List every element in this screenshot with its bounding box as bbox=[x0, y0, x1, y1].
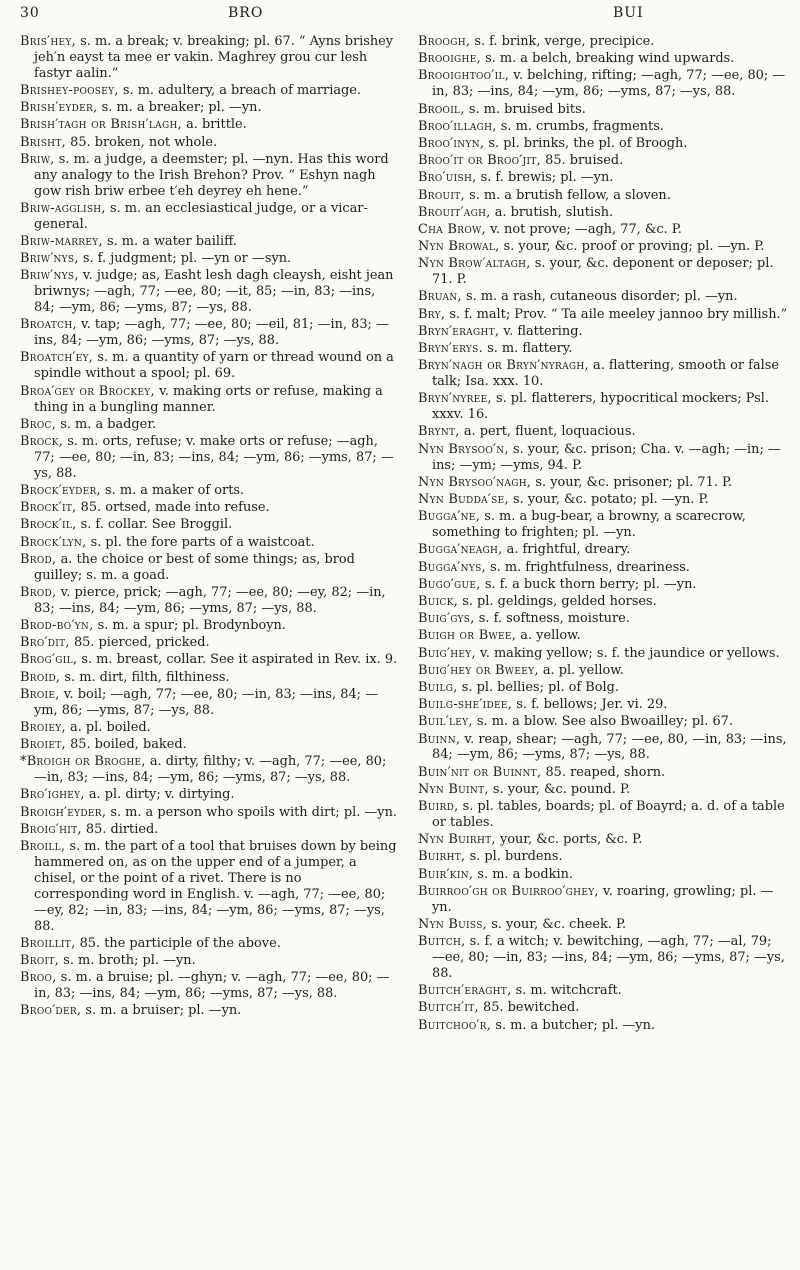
definition: v. reap, shear; —agh, 77; —ee, 80, —in, 83; —ins, 84; —ym, 86; —yms, 87; —ys, 88. bbox=[432, 731, 787, 763]
dictionary-entry bbox=[20, 953, 398, 969]
dictionary-entry bbox=[418, 358, 788, 390]
dictionary-entry bbox=[418, 697, 788, 713]
left-guide-word: BRO bbox=[228, 5, 264, 21]
headword: Brooighe, bbox=[418, 51, 481, 67]
headword: Brouit′agh, bbox=[418, 204, 491, 220]
dictionary-entry bbox=[418, 307, 788, 323]
definition: s. your, &c. deponent or deposer; pl. 71. P. bbox=[432, 256, 774, 288]
headword: Broo′it or Broo′jit, bbox=[418, 153, 542, 169]
headword: Brod, bbox=[20, 551, 57, 567]
definition: s. your, &c. potato; pl. —yn. P. bbox=[512, 492, 709, 507]
dictionary-entry bbox=[418, 170, 788, 186]
headword: Brock′eyder, bbox=[20, 482, 101, 498]
headword: Buil′ley, bbox=[418, 714, 473, 730]
headword: Brock′lyn, bbox=[20, 534, 87, 550]
dictionary-entry bbox=[418, 884, 788, 916]
definition: s. f. malt; Prov. “ Ta aile meeley jannoo bry millish.” bbox=[449, 306, 788, 322]
headword: Broillit, bbox=[20, 935, 76, 951]
dictionary-entry bbox=[418, 867, 788, 883]
dictionary-entry bbox=[20, 517, 398, 533]
dictionary-entry bbox=[418, 256, 788, 288]
dictionary-entry bbox=[418, 663, 788, 679]
headword: Cha Brow, bbox=[418, 221, 486, 237]
headword: Buitch′it, bbox=[418, 1000, 479, 1016]
dictionary-entry bbox=[418, 51, 788, 67]
dictionary-entry bbox=[418, 983, 788, 999]
definition: s. m. broth; pl. —yn. bbox=[63, 952, 196, 968]
dictionary-entry bbox=[418, 34, 788, 50]
definition: a. brittle. bbox=[186, 117, 247, 133]
dictionary-entry bbox=[20, 117, 398, 133]
definition: s. f. softness, moisture. bbox=[478, 611, 630, 627]
headword: Broigh′eyder, bbox=[20, 804, 107, 820]
headword: Buick, bbox=[418, 593, 459, 609]
definition: s. pl. bellies; pl. of Bolg. bbox=[461, 679, 620, 695]
dictionary-entry bbox=[20, 34, 398, 82]
definition: v. roaring, growling; pl. —yn. bbox=[432, 883, 774, 915]
definition: a. brutish, slutish. bbox=[494, 204, 614, 220]
definition: s. m. dirt, filth, filthiness. bbox=[64, 669, 230, 685]
headword: Bryn′erys. bbox=[418, 341, 483, 357]
dictionary-entry bbox=[20, 251, 398, 267]
dictionary-entry bbox=[418, 119, 788, 135]
dictionary-entry bbox=[418, 646, 788, 662]
definition: s. m. a spur; pl. Brodynboyn. bbox=[97, 617, 286, 633]
dictionary-entry bbox=[20, 135, 398, 151]
dictionary-entry bbox=[20, 585, 398, 617]
headword: Buitchoo′r, bbox=[418, 1017, 492, 1033]
dictionary-entry bbox=[20, 434, 398, 482]
dictionary-entry bbox=[20, 100, 398, 116]
headword: Broatch, bbox=[20, 317, 77, 333]
headword: Broie, bbox=[20, 686, 60, 702]
definition: v. pierce, prick; —agh, 77; —ee, 80; —ey, 82; —in, 83; —ins, 84; —ym, 86; —yms, 87; —ys, 88. bbox=[34, 584, 386, 616]
headword: Brock′il, bbox=[20, 517, 77, 533]
left-column bbox=[20, 34, 398, 1020]
definition: s. pl. geldings, gelded horses. bbox=[462, 593, 657, 609]
definition: s. m. a bodkin. bbox=[477, 866, 574, 882]
headword: Broo′inyn, bbox=[418, 135, 485, 151]
dictionary-entry bbox=[418, 324, 788, 340]
definition: 85. pierced, pricked. bbox=[73, 635, 210, 651]
headword: Bry, bbox=[418, 306, 446, 322]
dictionary-entry bbox=[418, 1018, 788, 1034]
dictionary-entry bbox=[20, 737, 398, 753]
headword: Broogh, bbox=[418, 34, 471, 49]
headword: Nyn Buirht, bbox=[418, 832, 496, 848]
definition: s. m. a bug-bear, a browny, a scarecrow, something to frighten; pl. —yn. bbox=[432, 509, 746, 541]
definition: 85. reaped, shorn. bbox=[545, 764, 666, 780]
dictionary-entry bbox=[418, 542, 788, 558]
definition: v. flattering. bbox=[503, 323, 583, 339]
dictionary-entry bbox=[418, 239, 788, 255]
dictionary-entry bbox=[20, 483, 398, 499]
definition: s. m. a break; v. breaking; pl. 67. “ Ayns brishey jeh′n eayst ta mee er vakin. Maghrey grou cur lesh fastyr aalin.” bbox=[34, 34, 394, 81]
definition: s. your, &c. proof or proving; pl. —yn. P. bbox=[503, 239, 765, 255]
dictionary-entry bbox=[20, 618, 398, 634]
headword: Bryn′eraght, bbox=[418, 323, 500, 339]
dictionary-entry bbox=[418, 205, 788, 221]
definition: s. m. a judge, a deemster; pl. —nyn. Has this word any analogy to the Irish Brehon? Prov. “ Eshyn nagh gow rish briw erbee t′eh deyrey eh hene.” bbox=[34, 151, 389, 199]
definition: s. f. brewis; pl. —yn. bbox=[480, 170, 614, 186]
headword: Buig′gys, bbox=[418, 611, 475, 627]
dictionary-entry bbox=[418, 222, 788, 238]
definition: s. m. a badger. bbox=[60, 416, 157, 432]
dictionary-entry bbox=[418, 341, 788, 357]
dictionary-entry bbox=[20, 201, 398, 233]
dictionary-entry bbox=[418, 611, 788, 627]
dictionary-entry bbox=[418, 765, 788, 781]
headword: Brish′eyder, bbox=[20, 100, 98, 116]
definition: s. pl. brinks, the pl. of Broogh. bbox=[488, 135, 688, 151]
headword: Broatch′ey, bbox=[20, 350, 94, 366]
headword: Brod-bo′yn, bbox=[20, 617, 94, 633]
dictionary-entry bbox=[20, 417, 398, 433]
dictionary-entry bbox=[20, 652, 398, 668]
dictionary-entry bbox=[20, 670, 398, 686]
headword: Brooil, bbox=[418, 101, 465, 117]
headword: Bryn′nagh or Bryn′nyragh, bbox=[418, 358, 589, 374]
headword: Bris′hey, bbox=[20, 34, 77, 49]
headword: Broo′illagh, bbox=[418, 118, 497, 134]
definition: 85. bewitched. bbox=[483, 1000, 580, 1016]
headword: Brog′gil, bbox=[20, 652, 78, 668]
dictionary-entry bbox=[418, 832, 788, 848]
definition: s. m. crumbs, fragments. bbox=[500, 118, 664, 134]
definition: v. not prove; —agh, 77, &c. P. bbox=[490, 221, 682, 237]
dictionary-entry bbox=[418, 849, 788, 865]
headword: Buinn, bbox=[418, 731, 461, 747]
definition: v. belching, rifting; —agh, 77; —ee, 80; —in, 83; —ins, 84; —ym, 86; —yms, 87; —ys, 88. bbox=[432, 68, 786, 100]
dictionary-entry bbox=[418, 153, 788, 169]
definition: s. pl. tables, boards; pl. of Boayrd; a. d. of a table or tables. bbox=[432, 799, 785, 830]
definition: a. frightful, dreary. bbox=[506, 542, 631, 558]
dictionary-entry bbox=[418, 492, 788, 508]
headword: Brock′it, bbox=[20, 500, 77, 516]
dictionary-entry bbox=[20, 970, 398, 1002]
dictionary-entry bbox=[20, 805, 398, 821]
headword: Briw′nys, bbox=[20, 251, 79, 267]
dictionary-entry bbox=[20, 720, 398, 736]
headword: Brish′tagh or Brish′lagh, bbox=[20, 117, 183, 133]
definition: a. pl. yellow. bbox=[542, 662, 624, 678]
running-header bbox=[0, 5, 800, 27]
headword: Buigh or Bwee, bbox=[418, 628, 517, 644]
definition: s. f. a witch; v. bewitching, —agh, 77; —al, 79; —ee, 80; —in, 83; —ins, 84; —ym, 86; —yms, 87; —ys, 88. bbox=[432, 934, 785, 981]
definition: s. m. witchcraft. bbox=[515, 983, 622, 999]
dictionary-entry bbox=[20, 83, 398, 99]
definition: 85. bruised. bbox=[545, 153, 624, 169]
definition: a. pl. boiled. bbox=[70, 719, 151, 735]
definition: s. f. judgment; pl. —yn or —syn. bbox=[82, 251, 292, 267]
headword: Broig′hit, bbox=[20, 821, 82, 837]
headword: Brishey-poosey, bbox=[20, 83, 119, 99]
dictionary-entry bbox=[20, 535, 398, 551]
definition: a. dirty, filthy; v. —agh, 77; —ee, 80; —in, 83; —ins, 84; —ym, 86; —yms, 87; —ys, 88. bbox=[34, 754, 387, 786]
dictionary-entry bbox=[20, 268, 398, 316]
headword: Builg, bbox=[418, 679, 458, 695]
dictionary-entry bbox=[418, 102, 788, 118]
definition: s. m. a water bailiff. bbox=[107, 233, 237, 249]
headword: Bugga′neagh, bbox=[418, 542, 503, 558]
headword: Bugga′ne, bbox=[418, 509, 481, 525]
dictionary-entry bbox=[20, 635, 398, 651]
dictionary-entry bbox=[418, 594, 788, 610]
headword: Nyn Brow′altagh, bbox=[418, 256, 531, 272]
definition: 85. the participle of the above. bbox=[79, 935, 281, 951]
definition: s. m. frightfulness, dreariness. bbox=[490, 559, 690, 575]
definition: a. pl. dirty; v. dirtying. bbox=[88, 787, 235, 803]
definition: s. m. the part of a tool that bruises down by being hammered on, as on the upper end of a jumper, a chisel, or the point of a rivet. There is no corresponding word in English. v. —agh, 77; —ee, 80; —ey, 82; —in, 83; —ins, 84; —ym, 86; —yms, 87; —ys, 88. bbox=[34, 839, 397, 934]
dictionary-entry bbox=[418, 628, 788, 644]
definition: s. m. breast, collar. See it aspirated in Rev. ix. 9. bbox=[81, 652, 398, 668]
dictionary-entry bbox=[418, 442, 788, 474]
definition: s. m. a person who spoils with dirt; pl. —yn. bbox=[110, 804, 397, 820]
definition: a. flattering, smooth or false talk; Isa. xxx. 10. bbox=[432, 358, 780, 390]
headword: Bruan, bbox=[418, 289, 462, 305]
headword: Buitch, bbox=[418, 934, 466, 950]
dictionary-entry bbox=[20, 787, 398, 803]
definition: s. m. an ecclesiastical judge, or a vicar-general. bbox=[34, 200, 368, 232]
headword: Nyn Browal, bbox=[418, 239, 500, 255]
definition: s. f. a buck thorn berry; pl. —yn. bbox=[484, 576, 697, 592]
dictionary-entry bbox=[418, 424, 788, 440]
headword: Builg-she′idee, bbox=[418, 697, 513, 713]
definition: s. m. a belch, breaking wind upwards. bbox=[485, 51, 735, 67]
dictionary-entry bbox=[20, 552, 398, 584]
definition: s. your, &c. prison; Cha. v. —agh; —in; —ins; —ym; —yms, 94. P. bbox=[432, 441, 781, 473]
headword: Nyn Buint, bbox=[418, 781, 489, 797]
headword: Broo, bbox=[20, 970, 57, 986]
definition: v. tap; —agh, 77; —ee, 80; —eil, 81; —in, 83; —ins, 84; —ym, 86; —yms, 87; —ys, 88. bbox=[34, 317, 389, 349]
headword: Nyn Brysoo′n, bbox=[418, 441, 509, 457]
definition: s. m. flattery. bbox=[487, 341, 573, 357]
headword: Bryn′nyree, bbox=[418, 391, 492, 407]
headword: Broiey, bbox=[20, 719, 66, 735]
definition: s. your, &c. pound. P. bbox=[492, 781, 631, 797]
headword: Brooightoo′il, bbox=[418, 68, 510, 84]
headword: Brouit, bbox=[418, 187, 465, 203]
headword: Briw, bbox=[20, 151, 55, 167]
definition: s. m. a bruise; pl. —ghyn; v. —agh, 77; —ee, 80; —in, 83; —ins, 84; —ym, 86; —yms, 87; —ys, 88. bbox=[34, 970, 390, 1002]
headword: Brock, bbox=[20, 433, 64, 449]
dictionary-entry bbox=[20, 384, 398, 416]
definition: 85. broken, not whole. bbox=[70, 134, 218, 150]
definition: s. m. a blow. See also Bwoailley; pl. 67. bbox=[476, 714, 733, 730]
definition: s. m. bruised bits. bbox=[468, 101, 586, 117]
definition: s. m. orts, refuse; v. make orts or refuse; —agh, 77; —ee, 80; —in, 83; —ins, 84; —ym, 86; —yms, 87; —ys, 88. bbox=[34, 433, 394, 481]
definition: v. judge; as, Easht lesh dagh cleaysh, eisht jean briwnys; —agh, 77; —ee, 80; —it, 85; —in, 83; —ins, 84; —ym, 86; —yms, 87; —ys, 88. bbox=[34, 268, 394, 316]
definition: 85. dirtied. bbox=[85, 821, 159, 837]
headword: Bro′dit, bbox=[20, 635, 70, 651]
headword: Nyn Brysoo′nagh, bbox=[418, 474, 532, 490]
headword: Bro′ighey, bbox=[20, 787, 85, 803]
right-column bbox=[418, 34, 788, 1035]
definition: s. pl. the fore parts of a waistcoat. bbox=[90, 534, 315, 550]
headword: Brisht, bbox=[20, 134, 67, 150]
headword: Nyn Buiss, bbox=[418, 916, 488, 932]
dictionary-entry bbox=[418, 475, 788, 491]
dictionary-entry bbox=[20, 839, 398, 934]
headword: Buird, bbox=[418, 799, 459, 815]
dictionary-entry bbox=[20, 317, 398, 349]
headword: Buirht, bbox=[418, 849, 466, 865]
headword: Broa′gey or Brockey, bbox=[20, 383, 155, 399]
headword: Broo′der, bbox=[20, 1003, 82, 1019]
dictionary-entry bbox=[418, 714, 788, 730]
headword: Broiet, bbox=[20, 737, 66, 753]
definition: s. f. collar. See Broggil. bbox=[80, 517, 233, 533]
dictionary-entry bbox=[418, 509, 788, 541]
dictionary-entry bbox=[20, 754, 398, 786]
headword: Brynt, bbox=[418, 424, 460, 440]
definition: s. f. bellows; Jer. vi. 29. bbox=[516, 697, 668, 713]
dictionary-entry bbox=[418, 188, 788, 204]
dictionary-entry bbox=[418, 1000, 788, 1016]
definition: s. m. a bruiser; pl. —yn. bbox=[85, 1003, 242, 1019]
headword: Broill, bbox=[20, 839, 66, 854]
headword: Broit, bbox=[20, 952, 60, 968]
dictionary-entry bbox=[418, 391, 788, 423]
headword: Buig′hey, bbox=[418, 645, 476, 661]
dictionary-entry bbox=[20, 234, 398, 250]
headword: Broid, bbox=[20, 669, 61, 685]
dictionary-entry bbox=[418, 68, 788, 100]
dictionary-entry bbox=[20, 822, 398, 838]
dictionary-entry bbox=[418, 799, 788, 831]
dictionary-entry bbox=[20, 687, 398, 719]
definition: a. the choice or best of some things; as, brod guilley; s. m. a goad. bbox=[34, 551, 355, 583]
dictionary-entry bbox=[20, 350, 398, 382]
headword: Briw′nys, bbox=[20, 268, 79, 284]
dictionary-entry bbox=[418, 732, 788, 764]
definition: v. boil; —agh, 77; —ee, 80; —in, 83; —ins, 84; —ym, 86; —yms, 87; —ys, 88. bbox=[34, 686, 378, 718]
headword: Briw-marrey, bbox=[20, 233, 103, 249]
dictionary-entry bbox=[20, 152, 398, 200]
definition: s. m. a rash, cutaneous disorder; pl. —yn. bbox=[465, 289, 738, 305]
dictionary-entry bbox=[418, 782, 788, 798]
headword: Bugo′gue, bbox=[418, 576, 481, 592]
headword: Buirroo′gh or Buirroo′ghey, bbox=[418, 883, 599, 899]
headword: Briw-agglish, bbox=[20, 200, 106, 216]
definition: your, &c. ports, &c. P. bbox=[499, 832, 643, 848]
definition: s. m. a quantity of yarn or thread wound on a spindle without a spool; pl. 69. bbox=[34, 350, 394, 382]
definition: s. pl. flatterers, hypocritical mockers; Psl. xxxv. 16. bbox=[432, 391, 769, 423]
definition: a. pert, fluent, loquacious. bbox=[463, 424, 636, 440]
dictionary-entry bbox=[418, 917, 788, 933]
headword: Buitch′eraght, bbox=[418, 983, 512, 999]
dictionary-entry bbox=[20, 1003, 398, 1019]
dictionary-entry bbox=[418, 577, 788, 593]
headword: Bro′uish, bbox=[418, 170, 477, 186]
definition: s. pl. burdens. bbox=[469, 849, 563, 865]
definition: 85. ortsed, made into refuse. bbox=[80, 500, 270, 516]
headword: Nyn Budda′se, bbox=[418, 492, 509, 507]
dictionary-entry bbox=[418, 289, 788, 305]
definition: s. your, &c. prisoner; pl. 71. P. bbox=[535, 474, 733, 490]
headword: Bugga′nys, bbox=[418, 559, 486, 575]
headword: Buig′hey or Bweey, bbox=[418, 662, 539, 678]
headword: Buir′kin, bbox=[418, 866, 474, 882]
definition: s. m. a brutish fellow, a sloven. bbox=[469, 187, 671, 203]
definition: v. making yellow; s. f. the jaundice or yellows. bbox=[480, 645, 780, 661]
dictionary-entry bbox=[418, 136, 788, 152]
headword: Buin′nit or Buinnt, bbox=[418, 764, 542, 780]
dictionary-entry bbox=[418, 680, 788, 696]
definition: s. m. a breaker; pl. —yn. bbox=[101, 100, 262, 116]
definition: s. f. brink, verge, precipice. bbox=[474, 34, 655, 49]
dictionary-entry bbox=[418, 934, 788, 982]
headword: Brod, bbox=[20, 584, 57, 600]
definition: a. yellow. bbox=[520, 628, 581, 644]
definition: s. m. a maker of orts. bbox=[105, 482, 245, 498]
headword: Broc, bbox=[20, 416, 57, 432]
definition: s. your, &c. cheek. P. bbox=[491, 916, 627, 932]
definition: 85. boiled, baked. bbox=[70, 737, 187, 753]
headword: *Broigh or Broghe, bbox=[20, 754, 146, 770]
dictionary-entry bbox=[418, 560, 788, 576]
right-guide-word: BUI bbox=[613, 5, 644, 21]
dictionary-entry bbox=[20, 500, 398, 516]
definition: s. m. a butcher; pl. —yn. bbox=[495, 1017, 655, 1033]
definition: s. m. adultery, a breach of marriage. bbox=[122, 83, 361, 99]
dictionary-entry bbox=[20, 936, 398, 952]
definition: v. making orts or refuse, making a thing in a bungling manner. bbox=[34, 383, 383, 415]
page-number: 30 bbox=[20, 5, 40, 21]
